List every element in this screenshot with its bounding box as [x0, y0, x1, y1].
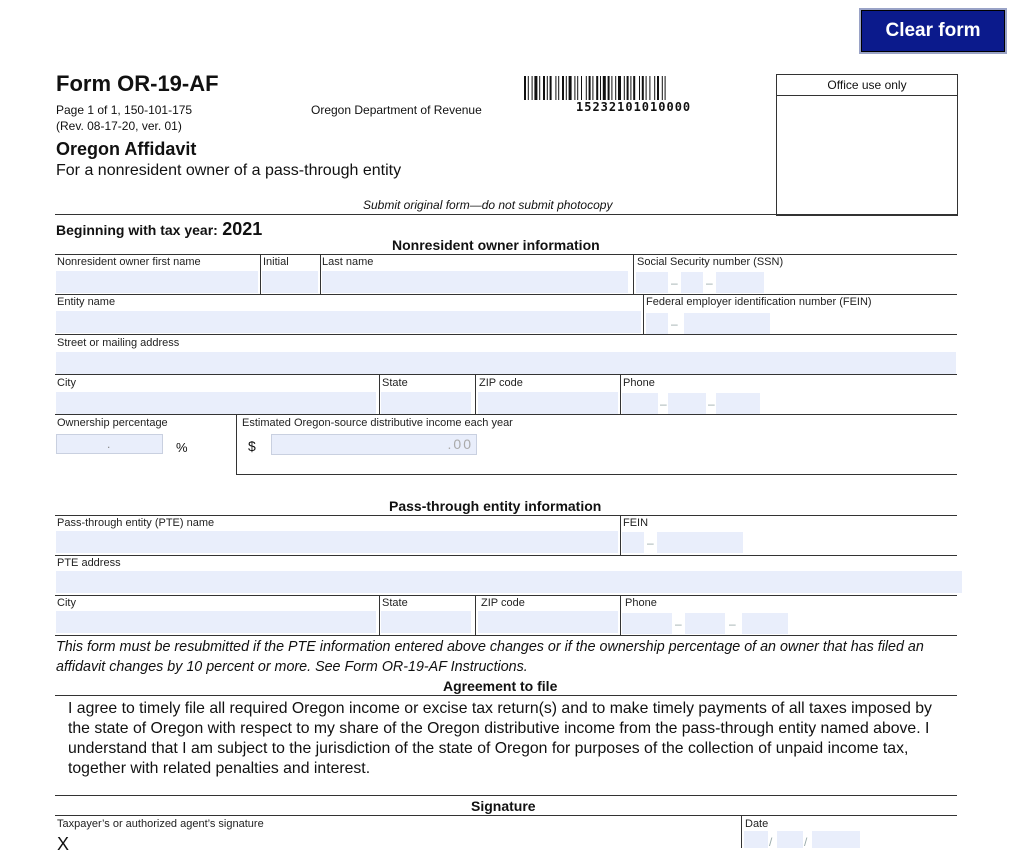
date-day-input[interactable] [777, 831, 803, 848]
zip-label: ZIP code [479, 377, 523, 389]
city-input[interactable] [56, 392, 376, 414]
owner-rule-4 [55, 374, 957, 375]
signature-x: X [57, 834, 70, 854]
fein-input-1[interactable] [646, 313, 668, 334]
divider [379, 596, 380, 636]
pte-zip-label: ZIP code [481, 597, 525, 609]
dash: – [706, 276, 713, 290]
dash: – [660, 397, 667, 411]
resubmit-note: This form must be resubmitted if the PTE information entered above changes or if the ownership percentage of an owner that has filed an affidavit changes by 10 percent or more. See Form OR-19-AF Instructions. [56, 639, 924, 675]
entity-name-input[interactable] [56, 311, 641, 333]
divider [741, 816, 742, 848]
pte-state-input[interactable] [381, 611, 471, 633]
office-use-box [776, 74, 958, 216]
pte-city-label: City [57, 597, 76, 609]
initial-label: Initial [263, 256, 289, 268]
submit-note: Submit original form—do not submit photocopy [363, 198, 613, 212]
phone-input-3[interactable] [716, 393, 760, 414]
phone-input-2[interactable] [668, 393, 706, 414]
ssn-input-2[interactable] [681, 272, 703, 293]
owner-rule-5 [55, 414, 957, 415]
pte-name-input[interactable] [56, 531, 618, 553]
pct-symbol: % [176, 440, 188, 455]
signature-rule-top [55, 795, 957, 796]
divider [379, 375, 380, 415]
pte-phone-label: Phone [625, 597, 657, 609]
pte-rule-3 [55, 595, 957, 596]
tax-year [56, 219, 262, 240]
agreement-rule [55, 695, 957, 696]
clear-form-button[interactable]: Clear form [859, 8, 1007, 54]
dash: – [708, 397, 715, 411]
signature-input[interactable] [80, 834, 730, 848]
date-month-input[interactable] [744, 831, 768, 848]
affidavit-title: Oregon Affidavit [56, 139, 197, 159]
divider [643, 295, 644, 335]
signature-label: Taxpayer’s or authorized agent’s signature [57, 818, 264, 830]
ssn-input-3[interactable] [716, 272, 764, 293]
subtitle: For a nonresident owner of a pass-through entity [56, 162, 402, 179]
ownership-pct-input[interactable] [56, 434, 163, 454]
revision: (Rev. 08-17-20, ver. 01) [56, 119, 182, 133]
page-info: Page 1 of 1, 150-101-175 [56, 103, 193, 117]
ownership-pct-label: Ownership percentage [57, 417, 168, 429]
pte-state-label: State [382, 597, 408, 609]
pte-city-input[interactable] [56, 611, 376, 633]
zip-input[interactable] [478, 392, 618, 414]
pte-fein-label: FEIN [623, 517, 649, 529]
agreement-text: I agree to timely file all required Oregon income or excise tax return(s) and to make timely payments of all taxes imposed by the state of Oregon with respect to my share of the Oregon distributive income from the pass-through entity named above. I understand that I am subject to the jurisdiction of the state of Oregon for purposes of the collection of unpaid income tax, together with related penalties and interest. [68, 700, 932, 777]
dash: – [729, 617, 736, 631]
phone-label: Phone [623, 377, 655, 389]
pte-section-title: Pass-through entity information [389, 498, 602, 514]
pte-address-label: PTE address [57, 557, 121, 569]
owner-section-title: Nonresident owner information [392, 237, 600, 253]
street-input[interactable] [56, 352, 956, 374]
signature-rule [55, 815, 957, 816]
pte-phone-input-1[interactable] [622, 613, 672, 634]
pte-phone-input-3[interactable] [742, 613, 788, 634]
divider [475, 596, 476, 636]
date-sep-1: / [769, 835, 773, 849]
signature-title: Signature [471, 798, 536, 814]
ssn-label: Social Security number (SSN) [637, 256, 784, 268]
divider [236, 415, 237, 475]
barcode-number: 15232101010000 [576, 100, 692, 114]
owner-rule-1 [55, 254, 957, 255]
department: Oregon Department of Revenue [311, 103, 482, 117]
dash: – [671, 276, 678, 290]
street-label: Street or mailing address [57, 337, 180, 349]
owner-rule-6 [236, 474, 957, 475]
pct-decimal: . [107, 437, 111, 451]
owner-rule-2 [55, 294, 957, 295]
dash: – [647, 536, 654, 550]
header-rule [55, 214, 957, 215]
divider [633, 255, 634, 295]
divider [620, 596, 621, 636]
divider [260, 255, 261, 295]
divider [620, 375, 621, 415]
ssn-input-1[interactable] [636, 272, 668, 293]
fein-label: Federal employer identification number (FEIN) [646, 296, 872, 308]
office-use-label: Office use only [777, 75, 957, 96]
phone-input-1[interactable] [622, 393, 658, 414]
divider [620, 516, 621, 556]
last-name-label: Last name [322, 256, 374, 268]
last-name-input[interactable] [322, 271, 628, 293]
owner-rule-3 [55, 334, 957, 335]
barcode [524, 76, 752, 100]
city-label: City [57, 377, 76, 389]
agreement-title: Agreement to file [443, 678, 558, 694]
dash: – [671, 317, 678, 331]
pte-fein-input-2[interactable] [657, 532, 743, 553]
divider [475, 375, 476, 415]
tax-year-label: Beginning with tax year: [56, 222, 218, 238]
state-label: State [382, 377, 408, 389]
divider [320, 255, 321, 295]
entity-name-label: Entity name [57, 296, 116, 308]
fein-input-2[interactable] [684, 313, 770, 334]
date-sep-2: / [804, 835, 808, 849]
est-income-label: Estimated Oregon-source distributive income each year [242, 417, 513, 429]
state-input[interactable] [381, 392, 471, 414]
date-label: Date [745, 818, 769, 830]
first-name-input[interactable] [56, 271, 258, 293]
pte-phone-input-2[interactable] [685, 613, 725, 634]
pte-name-label: Pass-through entity (PTE) name [57, 517, 215, 529]
initial-input[interactable] [262, 271, 318, 293]
dash: – [675, 617, 682, 631]
pte-address-input[interactable] [56, 571, 962, 593]
first-name-label: Nonresident owner first name [57, 256, 201, 268]
pte-fein-input-1[interactable] [622, 532, 644, 553]
pte-rule-4 [55, 635, 957, 636]
pte-rule-1 [55, 515, 957, 516]
form-title: Form OR-19-AF [56, 71, 219, 96]
tax-year-value: 2021 [222, 219, 263, 239]
pte-rule-2 [55, 555, 957, 556]
est-income-input[interactable] [271, 434, 477, 455]
dollar-sign: $ [248, 438, 256, 454]
income-cents: .00 [447, 436, 473, 452]
pte-zip-input[interactable] [478, 611, 618, 633]
date-year-input[interactable] [812, 831, 860, 848]
